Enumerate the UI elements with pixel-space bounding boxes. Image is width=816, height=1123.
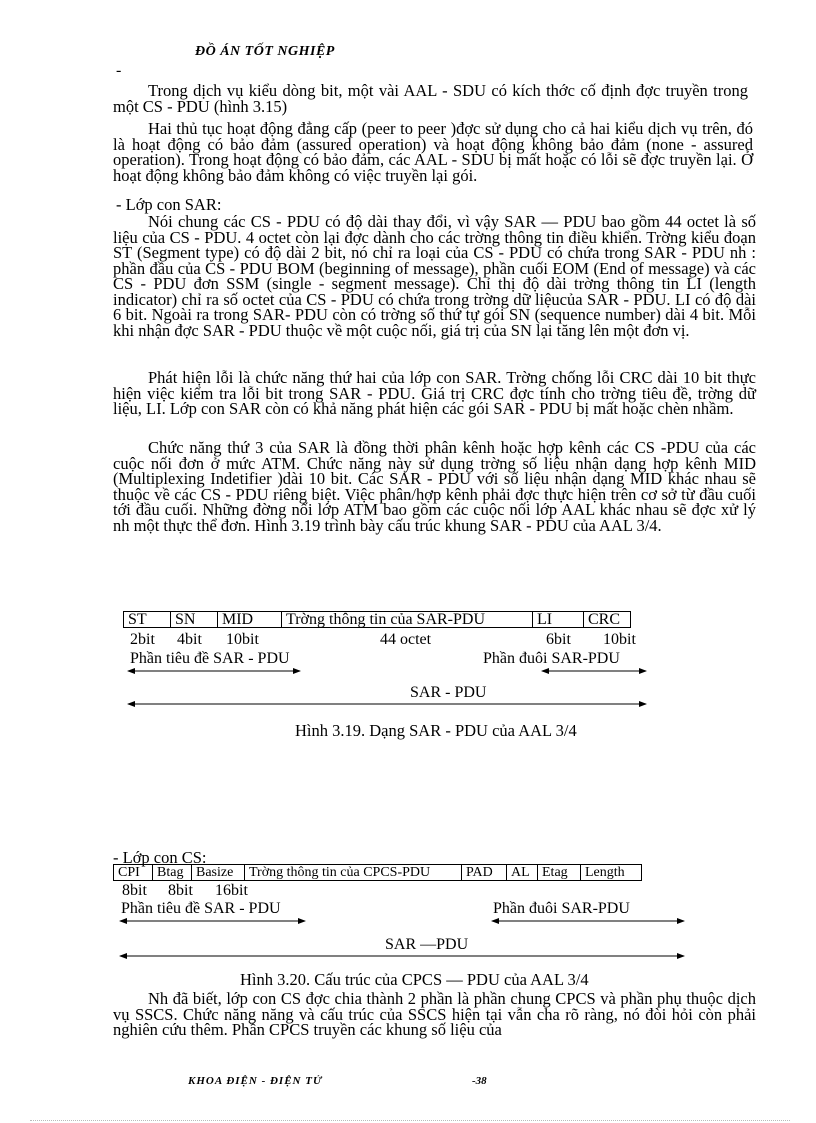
paragraph-2: Hai thủ tục hoạt động đẳng cấp (peer to peer )đợc sử dụng cho cả hai kiểu dịch vụ trên, đó là hoạt động có bảo đảm (assured operation) và hoạt động không bảo đảm (none - assured operation). Trong hoạt động có bảo đảm, các AAL - SDU bị mất hoặc có lỗi sẽ đợc truyền lại. Ở hoạt động không bảo đảm không có việc truyền lại gói. (113, 119, 753, 185)
paragraph-5: Chức năng thứ 3 của SAR là đồng thời phân kênh hoặc hợp kênh các CS -PDU của các cuộc nối đơn ở mức ATM. Chức năng này sử dụng trờng số liệu nhận dạng hợp kênh MID (Multiplexing Indetifier )dài 10 bit. Các SAR - PDU với số liệu nhận dạng MID khác nhau sẽ thuộc về các CS - PDU riêng biệt. Việc phân/hợp kênh phải đợc thực hiện trên cơ sở từ đầu cuối tới đầu cuối. Những đờng nối lớp ATM bao gồm các cuộc nối lớp AAL khác nhau sẽ đợc xử lý nh một thực thể đơn. Hình 3.19 trình bày cấu trúc khung SAR - PDU của AAL 3/4. (113, 438, 756, 535)
header-dash: - (116, 62, 122, 79)
size-sn: 4bit (177, 631, 202, 648)
paragraph-3: Nói chung các CS - PDU có độ dài thay đổi, vì vậy SAR — PDU bao gồm 44 octet là số liệu của CS - PDU. 4 octet còn lại đợc dành cho các trờng thông tin điều khiển. Trờng kiểu đoạn ST (Segment type) có độ dài 2 bit, nó chỉ ra loại của CS - PDU có chứa trong SAR - PDU nh : phần đầu của CS - PDU BOM (beginning of message), phần cuối EOM (End of message) và các CS - PDU đơn SSM (single - segment message). Chỉ thị độ dài trờng thông tin LI (length indicator) chỉ ra số octet của CS - PDU có chứa trong trờng dữ liệucủa SAR - PDU. LI có độ dài 6 bit. Ngoài ra trong SAR- PDU còn có trờng số thứ tự gói SN (sequence number) dài 4 bit. Mỗi khi nhận đợc SAR - PDU thuộc về một cuộc nối, giá trị của SN lại tăng lên một đơn vị. (113, 212, 756, 340)
size-payload: 44 octet (380, 631, 432, 648)
field-cpcs-payload: Trờng thông tin của CPCS-PDU (245, 865, 462, 881)
field-sn: SN (171, 612, 218, 628)
field-al: AL (507, 865, 538, 881)
paragraph-4: Phát hiện lỗi là chức năng thứ hai của lớp con SAR. Trờng chống lỗi CRC dài 10 bit thực hiện việc kiểm tra lỗi bit trong SAR - PDU. Giá trị CRC đợc tính cho trờng tiêu đề, trờng dữ liệu, LI. Lớp con SAR còn có khả năng phát hiện các gói SAR - PDU bị mất hoặc chèn nhầm. (113, 368, 756, 418)
size-li: 6bit (546, 631, 571, 648)
fig19-total-label: SAR - PDU (410, 684, 487, 701)
sar-sublayer-heading: - Lớp con SAR: (116, 195, 222, 214)
fig19-caption: Hình 3.19. Dạng SAR - PDU của AAL 3/4 (295, 721, 577, 740)
field-mid: MID (218, 612, 282, 628)
size-st: 2bit (130, 631, 155, 648)
size-btag: 8bit (168, 882, 193, 899)
page-header: ĐỒ ÁN TỐT NGHIỆP (195, 44, 335, 59)
page-number: -38 (472, 1075, 487, 1087)
field-crc: CRC (584, 612, 631, 628)
size-mid: 10bit (226, 631, 259, 648)
paragraph-1: Trong dịch vụ kiểu dòng bit, một vài AAL - SDU có kích thớc cố định đợc truyền trong một CS - PDU (hình 3.15) (113, 81, 748, 116)
field-btag: Btag (153, 865, 192, 881)
field-length: Length (581, 865, 642, 881)
cs-sublayer-heading: - Lớp con CS: (113, 848, 207, 867)
field-pad: PAD (462, 865, 507, 881)
field-li: LI (533, 612, 584, 628)
footer-department: KHOA ĐIỆN - ĐIỆN TỬ (188, 1075, 323, 1087)
page-bottom-divider (30, 1120, 790, 1121)
field-payload: Trờng thông tin của SAR-PDU (282, 612, 533, 628)
field-cpi: CPI (114, 865, 153, 881)
fig20-trailer-label: Phần đuôi SAR-PDU (493, 900, 630, 917)
paragraph-6: Nh đã biết, lớp con CS đợc chia thành 2 phần là phần chung CPCS và phần phụ thuộc dịch vụ SSCS. Chức năng năng và cấu trúc của SSCS hiện tại vẫn cha rõ ràng, nó đòi hỏi còn phải nghiên cứu thêm. Phần CPCS truyền các khung số liệu của (113, 991, 756, 1039)
size-cpi: 8bit (122, 882, 147, 899)
fig20-header-label: Phần tiêu đề SAR - PDU (121, 900, 281, 917)
fig20-caption: Hình 3.20. Cấu trúc của CPCS — PDU của AAL 3/4 (240, 970, 589, 989)
fig20-total-label: SAR —PDU (385, 936, 469, 953)
size-crc: 10bit (603, 631, 636, 648)
size-basize: 16bit (215, 882, 248, 899)
fig19-header-label: Phần tiêu đề SAR - PDU (130, 650, 290, 667)
fig19-trailer-label: Phần đuôi SAR-PDU (483, 650, 620, 667)
field-st: ST (124, 612, 171, 628)
field-basize: Basize (192, 865, 245, 881)
field-etag: Etag (538, 865, 581, 881)
